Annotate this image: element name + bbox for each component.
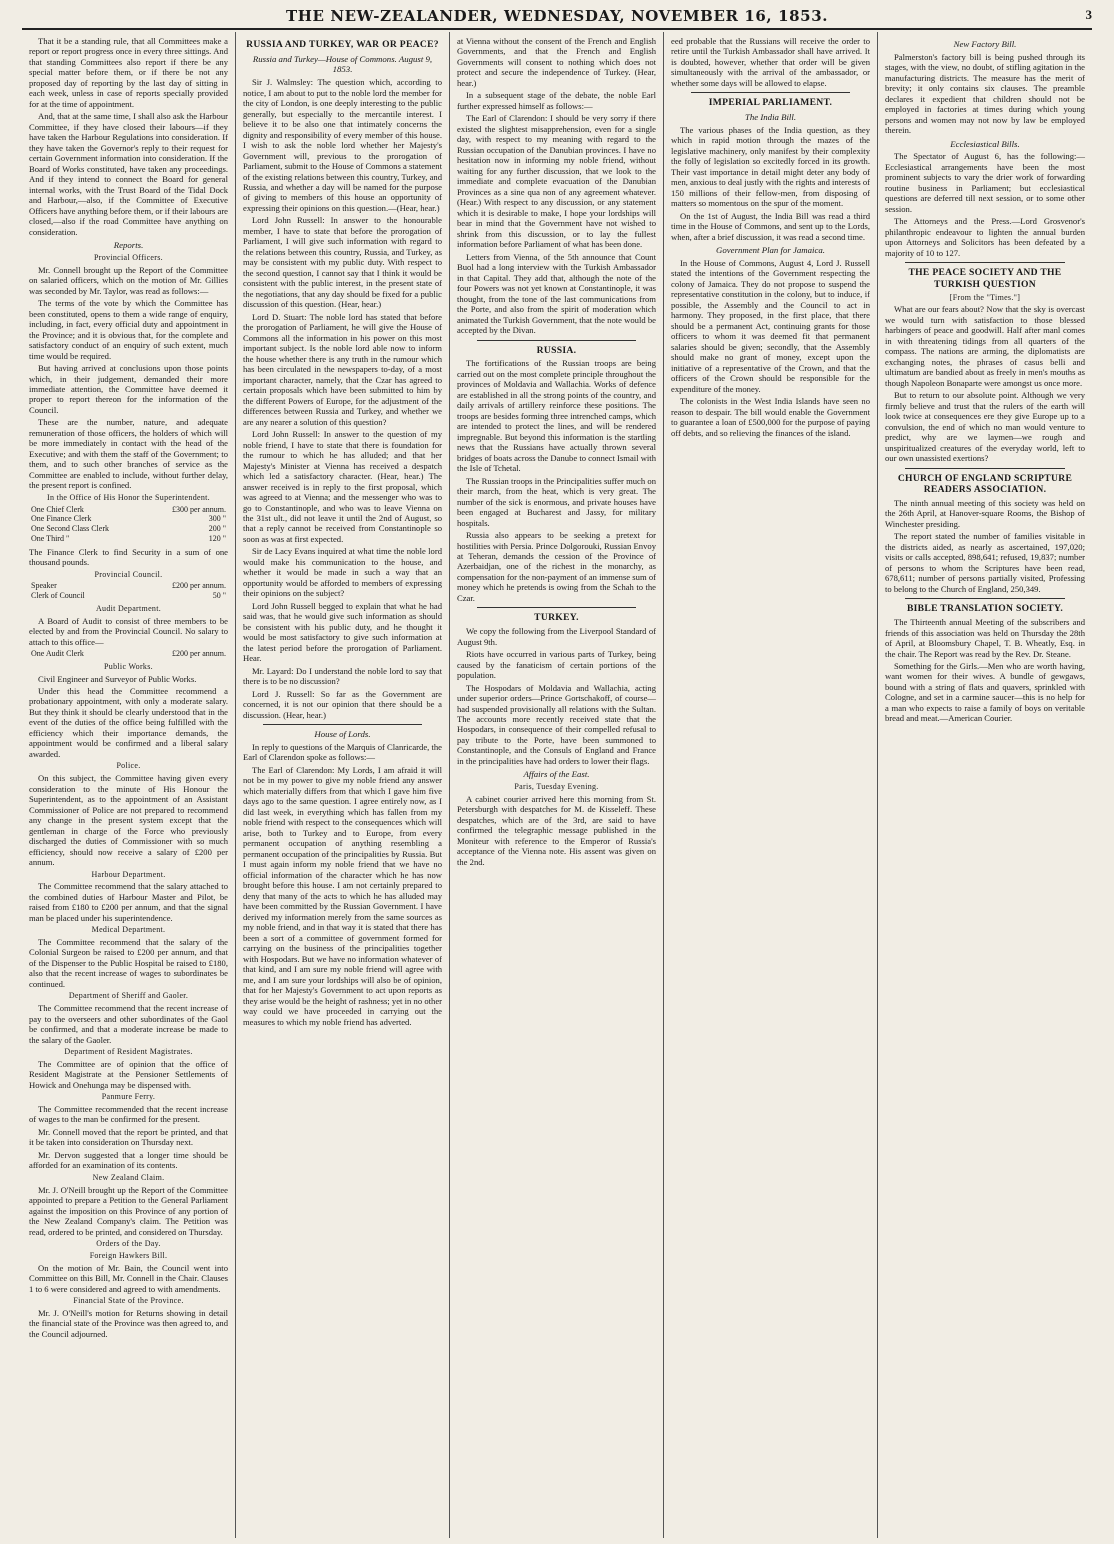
section-heading: The India Bill.: [744, 112, 797, 123]
dateline: Paris, Tuesday Evening.: [514, 782, 599, 792]
article-paragraph: The Committee recommended that the recent increase of wages to the man be confirmed for the present.: [29, 1104, 228, 1125]
article-paragraph: Lord John Russell: In answer to the question of my noble friend, I have to state that there is foundation for the rumour to which he has alluded; and that her Majesty's Minister at Vienna has received a despatch which led a satisfactory character. (Hear, hear.) The answer received is in reply to the first proposal, which was agreed to at Vienna; and the messenger who was to go to Constantinople, and who was to leave Vienna on the 31st ult., did not leave it until the 2nd of August, so that a reply cannot be received from Constantinople so soon as was at first expected.: [243, 429, 442, 544]
section-heading: In the Office of His Honor the Superintendent.: [47, 492, 210, 502]
column-5: [878, 32, 1092, 1538]
masthead: [22, 4, 1092, 30]
section-heading: Affairs of the East.: [523, 769, 590, 780]
article-headline: RUSSIA.: [536, 344, 577, 356]
article-paragraph: The ninth annual meeting of this society was held on the 26th April, at Hanover-square Rooms, the Bishop of Winchester presiding.: [885, 497, 1085, 529]
section-heading: Provincial Officers.: [94, 252, 163, 262]
article-headline: THE PEACE SOCIETY AND THE TURKISH QUESTION: [908, 267, 1062, 290]
article-paragraph: The Finance Clerk to find Security in a sum of one thousand pounds.: [29, 546, 228, 568]
article-paragraph: In the House of Commons, August 4, Lord J. Russell stated the intentions of the Government respecting the colony of Jamaica. They do not propose to suspend the representative constitution in the colony, but to induce, if possible, the Assembly and the Council to act in harmony. They proposed, in the first place, that there should be a permanent Act, continuing grants for those officers to whom it was deemed fit that permanent salaries should be given; secondly, that the Assembly should make no grant of money, except upon the initiative of a representative of the Crown, and that the officers of the Crown should be responsible for the expenditure of the money.: [671, 257, 870, 394]
divider: [477, 340, 636, 341]
salary-amount: 300 ": [208, 514, 226, 524]
salary-label: One Third ": [31, 533, 70, 543]
audit-salary-table: [29, 649, 228, 659]
article-paragraph: Lord John Russell: In answer to the honourable member, I have to state that before the prorogation of Parliament, I will give such information with regard to the relations between this country, Russia, and Turkey, as may be consistent with my public duty. With respect to the second question, I cannot say that I think it would be consistent with the public interest, in the present state of the negotiations, that any day should be fixed for a public discussion of this question. (Hear, hear.): [243, 215, 442, 310]
article-paragraph: The colonists in the West India Islands have seen no reason to despair. The bill would enable the Government to guarantee a loan of £500,000 for the purpose of paying off debts, and so relieving the finances of the island.: [671, 396, 870, 438]
column-4: [664, 32, 878, 1538]
table-row: [29, 524, 228, 534]
column-2: [236, 32, 450, 1538]
salary-amount: 120 ": [208, 533, 226, 543]
table-row: [29, 534, 228, 544]
article-paragraph: Sir de Lacy Evans inquired at what time the noble lord would make his communication to the house, and whether it would be made in such a way that an opportunity would be afforded to members of expressing their opinions on the subject?: [243, 546, 442, 599]
article-paragraph: And, that at the same time, I shall also ask the Harbour Committee, if they have closed their labours—if they have taken the Harbour Regulations into consideration. If they have taken the Governor's reply to their request for certain Government information into consideration. If the Board of Works constituted, have taken any proceedings. And if they intend to connect the Board for general internal works, with the Trust Board of the Tidal Dock and Harbour,—also, if the Committee of Executive Officers have anything before them, or if their labours are closed,—also if the road Committee have anything on consideration.: [29, 111, 228, 237]
article-paragraph: But having arrived at conclusions upon those points which, in their judgement, demanded their more immediate attention, the Committee have deemed it proper to report thereon for the information of the Council.: [29, 363, 228, 415]
article-paragraph: The Committee recommend that the recent increase of pay to the overseers and other subordinates of the Gaol be confirmed, and that a moderate increase be made to the salary of the Gaoler.: [29, 1003, 228, 1045]
article-source: [From the "Times."]: [949, 292, 1021, 302]
article-paragraph: The Hospodars of Moldavia and Wallachia, acting under superior orders—Prince Gortschakoff, of course—had suspended provisionally all relations with the Sultan. The accounts more recently received state that the Hospodars, in consequence of their compelled refusal to pay tribute to the Porte, have been summoned to Constantinople, and the Consuls of England and France in the principalities have had orders to lower their flags.: [457, 682, 656, 766]
section-heading: House of Lords.: [314, 729, 371, 740]
salary-label: Clerk of Council: [31, 591, 85, 601]
newspaper-title: THE NEW-ZEALANDER, WEDNESDAY, NOVEMBER 16, 1853.: [285, 7, 829, 25]
column-3: [450, 32, 664, 1538]
article-paragraph: eed probable that the Russians will receive the order to retire until the Turkish Ambassador shall have arrived. It is doubted, however, whether that order will be given simultaneously with the arrival of the ambassador, or whether some days will be allowed to elapse.: [671, 36, 870, 88]
article-paragraph: Sir J. Walmsley: The question which, according to notice, I am about to put to the noble lord the member for the city of London, is one deeply interesting to the public generally, but especially to the mercantile interest. I believe it to be also one that intimately concerns the dignity and responsibility of every member of this house. I wish to ask the noble lord whether her Majesty's Government will, previous to the prorogation of Parliament, submit to the House of Commons a statement of the existing relations between this country, Turkey, and Russia, and whether a day will be named for the purpose of giving to members of this house an opportunity of expressing their opinions on this question.—(Hear, hear.): [243, 77, 442, 213]
section-heading: Financial State of the Province.: [73, 1296, 184, 1306]
article-paragraph: A Board of Audit to consist of three members to be elected by and from the Provincial Council. No salary to attach to this office—: [29, 615, 228, 647]
divider: [691, 92, 850, 93]
article-paragraph: These are the number, nature, and adequate remuneration of those officers, the holders of which will be more immediately in contact with the head of the Executive; and with them the staff of the Government; to them, and to such other branches of service as the Committee are enabled to include, without further delay, the present report is confined.: [29, 417, 228, 491]
article-paragraph: Civil Engineer and Surveyor of Public Works.: [38, 673, 197, 684]
section-heading: New Zealand Claim.: [92, 1172, 165, 1182]
article-subheading: Russia and Turkey—House of Commons. August 9, 1853.: [252, 53, 433, 75]
salary-amount: 200 ": [208, 524, 226, 534]
article-paragraph: Riots have occurred in various parts of Turkey, being caused by the fanaticism of certain portions of the population.: [457, 649, 656, 681]
article-headline: IMPERIAL PARLIAMENT.: [708, 97, 833, 109]
salary-label: One Second Class Clerk: [31, 524, 109, 534]
section-heading: Foreign Hawkers Bill.: [89, 1250, 168, 1260]
section-heading: Department of Sheriff and Gaoler.: [68, 991, 189, 1001]
article-paragraph: In reply to questions of the Marquis of Clanricarde, the Earl of Clarendon spoke as follows:—: [243, 741, 442, 763]
article-paragraph: The Earl of Clarendon: I should be very sorry if there existed the slightest misapprehension, even for a single day, with respect to my meaning with regard to the Russian occupation of the Danubian provinces. I have no hesitation now in informing my noble friend, without waiting for any further discussion, that we look to the immediate and complete evacuation of the Danubian Provinces as a sine qua non of any agreement whatever. (Hear.) With respect to any discussion, or any statement which it is desirable to make, I hope your lordships will bear in mind that the Government have not wished to shrink from this discussion, or to lay the fullest information before Parliament of what has been done.: [457, 113, 656, 250]
article-paragraph: Letters from Vienna, of the 5th announce that Count Buol had a long interview with the Turkish Ambassador in that Capital. They add that, although the note of the four Powers was not yet known at Constantinople, it was thought, from the tone of the last communications from the Porte, and also from the spirit of moderation which animated the Turkish Government, that the note would be accepted by the Divan.: [457, 251, 656, 336]
article-paragraph: at Vienna without the consent of the French and English Governments, and that the French and English Governments will consent to nothing which does not protect and secure the independence of Turkey. (Hear, hear.): [457, 36, 656, 88]
page-number: 3: [1085, 7, 1092, 22]
article-headline: TURKEY.: [534, 612, 579, 624]
salary-table: [29, 505, 228, 544]
article-paragraph: Mr. Layard: Do I understand the noble lord to say that there is to be no discussion?: [243, 665, 442, 687]
column-1: [22, 32, 236, 1538]
section-heading: Reports.: [113, 240, 144, 251]
article-paragraph: Mr. Dervon suggested that a longer time should be afforded for an examination of its contents.: [29, 1149, 228, 1171]
salary-label: Speaker: [31, 581, 57, 591]
article-paragraph: The Committee recommend that the salary of the Colonial Surgeon be raised to £200 per annum, and that of the Dispenser to the Public Hospital be raised to £180, also that the recent increase of wages to subordinates be continued.: [29, 936, 228, 989]
article-paragraph: The terms of the vote by which the Committee has been constituted, opens to them a wide range of enquiry, including, in fact, every official duty and appointment in the Province; and it is obvious that, for the complete and satisfactory conduct of an enquiry of such extent, much time would be required.: [29, 298, 228, 361]
article-paragraph: We copy the following from the Liverpool Standard of August 9th.: [457, 626, 656, 647]
table-row: [29, 591, 228, 601]
salary-label: One Audit Clerk: [31, 649, 84, 659]
article-paragraph: The Russian troops in the Principalities suffer much on their march, from the heat, which is very great. The number of the sick is enormous, and private houses have been engaged at Bucharest and Jassy, for military hospitals.: [457, 475, 656, 528]
article-paragraph: Mr. Connell brought up the Report of the Committee on salaried officers, which on the motion of Mr. Gillies was seconded by Mr. Taylor, was read as follows:—: [29, 264, 228, 296]
divider: [905, 262, 1065, 263]
article-paragraph: The Committee recommend that the salary attached to the combined duties of Harbour Master and Pilot, be raised from £180 to £200 per annum, and that the signal man be placed under his superintendence.: [29, 881, 228, 923]
article-paragraph: Lord John Russell begged to explain that what he had said was, that he would give such information as should be consistent with his public duty, and he thought it would be most satisfactory to give such information at the latest period before the prorogation of Parliament. Hear.: [243, 600, 442, 664]
article-paragraph: A cabinet courier arrived here this morning from St. Petersburgh with despatches for M. de Kisseleff. These despatches, which are of the 3rd, are said to have confirmed the telegraphic message published in the Moniteur with reference to the Emperor of Russia's acceptance of the Vienna note. His assent was given on the 2nd.: [457, 793, 656, 867]
article-paragraph: Lord J. Russell: So far as the Government are concerned, it is not our opinion that there should be a discussion. (Hear, hear.): [243, 688, 442, 720]
divider: [477, 607, 636, 608]
article-paragraph: The Thirteenth annual Meeting of the subscribers and friends of this association was held on Thursday the 28th of April, at Bloomsbury Chapel, T. B. Wheatly, Esq. in the chair. The Report was read by the Rev. Dr. Steane.: [885, 617, 1085, 659]
article-paragraph: The Committee are of opinion that the office of Resident Magistrate at the Pensioner Settlements of Howick and Onehunga may be dispensed with.: [29, 1058, 228, 1090]
salary-amount: £300 per annum.: [172, 504, 226, 514]
article-paragraph: The Attorneys and the Press.—Lord Grosvenor's philanthropic endeavour to lighten the annual burden upon Attorneys and Solicitors has been defeated by a majority of 10 to 127.: [885, 216, 1085, 258]
article-paragraph: The report stated the number of families visitable in the districts aided, as nearly as ascertained, 197,020; visits or calls accepted, 898,641; refused, 19,837; number of persons to whom the Scriptures have been read, 678,611; number of persons partially visited, Professing to belong to the Church of England, 250,349.: [885, 531, 1085, 594]
divider: [905, 468, 1065, 469]
article-paragraph: Mr. J. O'Neill's motion for Returns showing in detail the financial state of the Province was then agreed to, and the Council adjourned.: [29, 1307, 228, 1339]
salary-amount: £200 per annum.: [172, 581, 226, 591]
article-paragraph: The various phases of the India question, as they which in rapid motion through the mazes of the legislative machinery, only manifest by their complexity the folly of legislation so excitedly forced in its growth. Their vast importance in detail might deter any body of men, anxious to deal justly with the rights and interests of 150 millions of their fellow-men, from disposing of matters so momentous on the spur of the moment.: [671, 124, 870, 209]
section-heading: Panmure Ferry.: [101, 1092, 156, 1102]
article-paragraph: The Earl of Clarendon: My Lords, I am afraid it will not be in my power to give my noble friend any answer which materially differs from that which I gave him five days ago to the same question. I agree entirely now, as I did last week, in everything which has fallen from my noble friend with respect to the consequences which will arise, both to Turkey and to Europe, from every permanent occupation of anything resembling a permanent occupation of the principalities by Russia. But I must again inform my noble friend that we have no official information of the character which he has now brought before this house. I am not certainly prepared to deny that many of the acts to which he has alluded may have been committed by the Russian Government. I have derived my information merely from the same sources as my noble friend, and in that way it is stated that there has been a sort of a committee of government formed for carrying on the business of the principalities together with Hospodars. But we have no information whatever of that kind, and I am sure my noble friend will agree with me, and I am sure your lordships will also be of opinion, that for her Majesty's Government to act upon reports as they arise would be the height of rashness; yet in no other way could we have proceeded in carrying out the measures to which my noble friend has adverted.: [243, 764, 442, 1027]
table-row: [29, 581, 228, 591]
article-headline: CHURCH OF ENGLAND SCRIPTURE READERS ASSOCIATION.: [897, 472, 1073, 496]
article-paragraph: In a subsequent stage of the debate, the noble Earl further expressed himself as follows:—: [457, 90, 656, 111]
article-headline: BIBLE TRANSLATION SOCIETY.: [906, 603, 1064, 615]
section-heading: Provincial Council.: [94, 569, 163, 579]
article-paragraph: That it be a standing rule, that all Committees make a report or report progress once in every three sittings. And that standing Committees also report if there be any special matter before them, or if there be not any proposed day of reporting by the last day of sitting in each week, unless in case of reports specially provided for at the time of appointment.: [29, 36, 228, 109]
council-salary-table: [29, 581, 228, 601]
section-heading: New Factory Bill.: [953, 39, 1017, 49]
section-heading: Department of Resident Magistrates.: [64, 1047, 193, 1057]
table-row: [29, 514, 228, 524]
salary-label: One Chief Clerk: [31, 504, 84, 514]
salary-amount: £200 per annum.: [172, 649, 226, 659]
article-paragraph: Lord D. Stuart: The noble lord has stated that before the prorogation of Parliament, he will give the House of Commons all the information in his power on this most important subject. Is the noble lord able now to inform the house whether there is any truth in the rumour which has been circulated in the newspapers to-day, of a most important character, namely, that the Czar has agreed to certain proposals which have been submitted to him by the different Powers of Europe, for the adjustment of the differences between Russia and Turkey, and whether we are any nearer a solution of this question?: [243, 311, 442, 427]
article-paragraph: Mr. Connell moved that the report be printed, and that it be taken into consideration on Thursday next.: [29, 1126, 228, 1148]
article-paragraph: On the 1st of August, the India Bill was read a third time in the House of Commons, and sent up to the Lords, when, after a brief discussion, it was read a second time.: [671, 210, 870, 242]
section-heading: Audit Department.: [95, 603, 162, 613]
page-columns: [22, 32, 1092, 1538]
divider: [905, 598, 1065, 599]
article-paragraph: Palmerston's factory bill is being pushed through its stages, with the view, no doubt, of stifling agitation in the manufacturing districts. The measure has the merit of brevity; it only contains six clauses. The preamble declares it expedient that children should not be employed in factories at times during which young persons and women may not now by law be employed therein.: [885, 51, 1085, 136]
article-paragraph: But to return to our absolute point. Although we very firmly believe and trust that the rulers of the earth will look twice at consequences ere they give Europe up to a convulsion, the end of which no man would venture to predict, why are we laymen—we rough and unspiritualized creatures of the everyday world, left to our own unassisted exertions?: [885, 390, 1085, 464]
article-paragraph: The Spectator of August 6, has the following:—Ecclesiastical arrangements have been the most prominent subjects to vary the drier work of forwarding routine business in Parliament; but ecclesiastical questions are deferred till next session, or to some other session.: [885, 151, 1085, 214]
section-heading: Public Works.: [104, 661, 153, 671]
salary-label: One Finance Clerk: [31, 514, 92, 524]
article-headline: RUSSIA AND TURKEY, WAR OR PEACE?: [246, 39, 439, 50]
article-paragraph: Russia also appears to be seeking a pretext for hostilities with Persia. Prince Dolgorouki, Russian Envoy at Teheran, demands the cession of the Province of Azerbaidjan, one of the richest in the monarchy, as compensation for the non-payment of an immense sum of money which he pretends is owing from the Schah to the Czar.: [457, 530, 656, 603]
article-paragraph: On the motion of Mr. Bain, the Council went into Committee on this Bill, Mr. Connell in the Chair. Clauses 1 to 6 were considered and agreed to with amendments.: [29, 1262, 228, 1294]
divider: [263, 724, 422, 725]
article-paragraph: The fortifications of the Russian troops are being carried out on the most complete principle throughout the provinces of Moldavia and Wallachia. Works of defence are established in all the strong points of the country, and daily arrivals of artillery reinforce these positions. The troops are besides forming three intrenched camps, which are intended to protect the lines, and will be rendered impregnable. But beyond this information is the startling news that the Russians have actually thrown several bridges of boats across the Danube to connect Ismail with the Isle of Tchetal.: [457, 358, 656, 474]
article-paragraph: What are our fears about? Now that the sky is overcast we would turn with satisfaction to those blessed harbingers of peace and goodwill. Half after manl comes in with threatening tidings from all quarters of the compass. The nations are arming, the diplomatists are exchanging notes, the phrases of casus belli and ultimatum are bandied about as freely in men's mouths as though Napoleon Bonaparte were amongst us once more.: [885, 304, 1085, 388]
section-heading: Harbour Department.: [91, 869, 166, 879]
article-paragraph: Under this head the Committee recommend a probationary appointment, with only a moderate salary. But they think it should be clearly understood that in the event of the duties of the office being fulfilled with the efficiency which their importance demands, the appointment would be confirmed and a liberal salary awarded.: [29, 686, 228, 759]
table-row: [29, 649, 228, 659]
section-heading: Police.: [116, 761, 141, 771]
section-heading: Medical Department.: [91, 925, 166, 935]
article-paragraph: Mr. J. O'Neill brought up the Report of the Committee appointed to prepare a Petition to the General Parliament against the imposition on this Province of any portion of the New Zealand Company's claim. The Petition was read, ordered to be printed, and considered on Thursday.: [29, 1184, 228, 1237]
section-heading: Government Plan for Jamaica.: [716, 245, 825, 256]
article-paragraph: On this subject, the Committee having given every consideration to the minute of His Honour the Superintendent, as to the appointment of an Assistant Commissioner of Police are not prepared to recommend any change in the present system except that the gentleman in charge of the Force who previously discharged the duties of Commissioner with so much efficiency, should now receive a salary of £200 per annum.: [29, 773, 228, 868]
salary-amount: 50 ": [212, 591, 226, 601]
section-heading: Orders of the Day.: [96, 1239, 161, 1249]
section-heading: Ecclesiastical Bills.: [950, 138, 1020, 149]
article-paragraph: Something for the Girls.—Men who are worth having, want women for their wives. A bundle of gewgaws, bound with a string of flats and quavers, sprinkled with Cologne, and set in a carmine saucer—this is no help for a man who expects to raise a family of boys on veritable bread and meat.—American Courier.: [885, 660, 1085, 724]
table-row: [29, 505, 228, 515]
